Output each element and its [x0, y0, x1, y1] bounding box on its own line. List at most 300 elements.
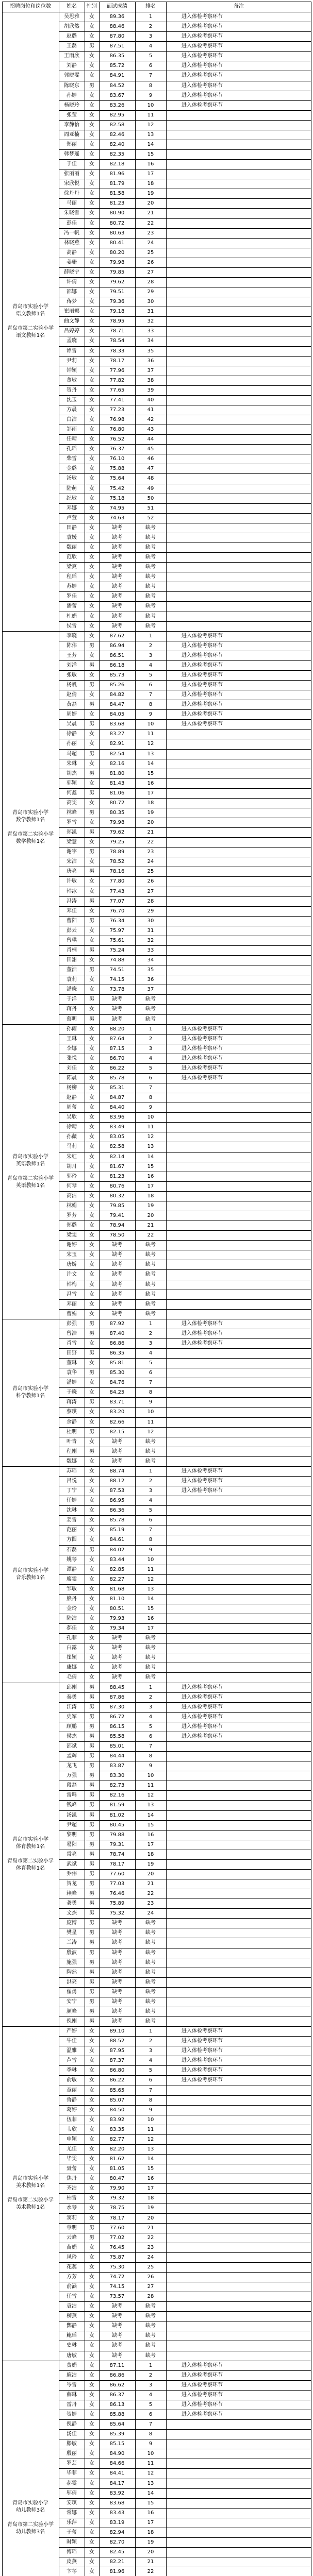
candidate-rank: 缺考	[145, 1016, 156, 1022]
candidate-name: 高雯	[67, 800, 77, 806]
candidate-rank: 缺考	[145, 1665, 156, 1671]
row-divider	[59, 1397, 311, 1398]
interview-score: 77.80	[109, 878, 125, 885]
candidate-remark	[166, 307, 311, 316]
candidate-remark	[166, 366, 311, 376]
candidate-name: 韩梅	[67, 1281, 77, 1287]
interview-score: 缺考	[112, 1989, 122, 1995]
interview-score: 82.58	[109, 1144, 125, 1150]
row-divider	[59, 729, 311, 730]
candidate-gender: 男	[89, 2225, 94, 2231]
candidate-name: 乔伟	[67, 1871, 77, 1877]
candidate-rank: 32	[147, 318, 154, 325]
interview-score: 84.87	[109, 1095, 125, 1101]
candidate-rank: 10	[147, 2116, 154, 2123]
interview-score: 缺考	[112, 1920, 122, 1926]
candidate-name: 邓丽	[67, 1301, 77, 1307]
candidate-rank: 27	[147, 269, 154, 275]
candidate-remark: 进入体检考察环节	[182, 102, 223, 108]
candidate-gender: 男	[89, 682, 94, 688]
row-divider	[59, 1387, 311, 1388]
candidate-gender: 女	[89, 63, 94, 69]
candidate-remark	[166, 1565, 311, 1574]
interview-score: 80.45	[109, 1822, 125, 1828]
candidate-rank: 23	[147, 230, 154, 236]
interview-score: 82.91	[109, 741, 125, 747]
candidate-name: 许敏	[67, 878, 77, 885]
position-label-line	[7, 1851, 54, 1858]
candidate-rank: 28	[147, 898, 154, 904]
candidate-rank: 17	[147, 1625, 154, 1632]
interview-score: 82.21	[109, 2559, 125, 2565]
candidate-rank: 10	[147, 721, 154, 727]
candidate-remark: 进入体检考察环节	[182, 721, 223, 727]
candidate-remark	[166, 238, 311, 248]
candidate-gender: 女	[89, 2303, 94, 2310]
candidate-remark	[166, 140, 311, 149]
candidate-rank: 20	[147, 1213, 154, 1218]
candidate-gender: 女	[89, 1458, 94, 1464]
candidate-name: 吴欣	[67, 1114, 77, 1121]
candidate-name: 殷丽	[67, 2451, 77, 2457]
candidate-name: 于蕾	[67, 2529, 77, 2535]
interview-score: 79.32	[109, 2195, 125, 2201]
row-divider	[59, 2537, 311, 2538]
candidate-gender: 女	[89, 377, 94, 383]
candidate-gender: 女	[89, 102, 94, 108]
position-group-label	[2, 2026, 59, 2361]
interview-score: 78.17	[109, 2215, 125, 2221]
candidate-rank: 18	[147, 181, 154, 187]
candidate-rank: 1	[149, 14, 153, 20]
candidate-name: 俞涵	[67, 2284, 77, 2290]
candidate-rank: 6	[149, 63, 153, 69]
candidate-gender: 男	[89, 770, 94, 776]
candidate-rank: 35	[147, 967, 154, 973]
row-divider	[2, 2026, 311, 2027]
row-divider	[59, 2262, 311, 2263]
candidate-gender: 女	[89, 2136, 94, 2142]
candidate-remark	[166, 1653, 311, 1663]
candidate-remark	[166, 2547, 311, 2557]
candidate-rank: 1	[149, 1320, 153, 1327]
candidate-name: 彭强	[67, 1320, 77, 1327]
candidate-remark	[166, 1407, 311, 1417]
candidate-rank: 5	[149, 1507, 153, 1514]
candidate-rank: 缺考	[145, 2352, 156, 2359]
candidate-rank: 1	[149, 1468, 153, 1474]
candidate-gender: 女	[89, 1596, 94, 1602]
candidate-gender: 女	[89, 1183, 94, 1189]
candidate-rank: 51	[147, 505, 154, 511]
candidate-rank: 15	[147, 151, 154, 158]
candidate-rank: 3	[149, 2382, 153, 2388]
candidate-gender: 男	[89, 1743, 94, 1749]
interview-score: 缺考	[112, 564, 122, 570]
candidate-gender: 男	[89, 1802, 94, 1808]
row-divider	[59, 1122, 311, 1123]
candidate-remark	[166, 1221, 311, 1230]
candidate-rank: 16	[147, 161, 154, 167]
candidate-gender: 女	[89, 1360, 94, 1366]
row-divider	[59, 1456, 311, 1457]
candidate-name: 郭颖	[67, 780, 77, 786]
candidate-remark	[166, 1014, 311, 1024]
candidate-rank: 3	[149, 1045, 153, 1052]
interview-score: 缺考	[112, 2313, 122, 2319]
candidate-name: 韩冰	[67, 888, 77, 894]
interview-score: 82.20	[109, 2146, 125, 2152]
candidate-gender: 女	[89, 131, 94, 138]
candidate-gender: 女	[89, 1389, 94, 1396]
interview-score: 87.30	[109, 1704, 125, 1710]
candidate-name: 雷丹	[67, 2401, 77, 2408]
candidate-rank: 缺考	[145, 1448, 156, 1454]
row-divider	[59, 208, 311, 209]
candidate-remark	[166, 2154, 311, 2164]
candidate-rank: 27	[147, 888, 154, 894]
candidate-rank: 7	[149, 2421, 153, 2428]
candidate-name: 沈琳	[67, 1507, 77, 1514]
candidate-name: 薛琳	[67, 2392, 77, 2398]
candidate-remark	[166, 1378, 311, 1387]
candidate-remark: 进入体检考察环节	[182, 2028, 223, 2035]
candidate-remark	[166, 857, 311, 867]
candidate-name: 程瑶	[67, 574, 77, 580]
candidate-remark	[166, 297, 311, 307]
candidate-remark	[166, 2213, 311, 2223]
candidate-remark	[166, 818, 311, 827]
candidate-name: 黎明	[67, 1832, 77, 1838]
interview-score: 85.15	[109, 2441, 125, 2447]
candidate-gender: 女	[89, 1281, 94, 1287]
candidate-gender: 女	[89, 485, 94, 492]
candidate-rank: 6	[149, 682, 153, 688]
row-divider	[59, 503, 311, 504]
position-label-line: 体育教师1名	[15, 1866, 45, 1872]
interview-score: 75.42	[109, 485, 125, 492]
candidate-gender: 女	[89, 397, 94, 403]
candidate-name: 翟勇	[67, 1989, 77, 1995]
candidate-remark	[166, 336, 311, 346]
interview-score: 87.53	[109, 1488, 125, 1494]
candidate-gender: 女	[89, 2431, 94, 2437]
candidate-gender: 女	[89, 2461, 94, 2467]
candidate-gender: 女	[89, 1213, 94, 1218]
candidate-name: 孔瑶	[67, 446, 77, 452]
candidate-rank: 19	[147, 2539, 154, 2545]
candidate-name: 葛婷	[67, 2107, 77, 2113]
candidate-remark	[166, 1663, 311, 1672]
row-divider	[2, 1466, 311, 1467]
candidate-rank: 缺考	[145, 2008, 156, 2014]
candidate-name: 张敏	[67, 672, 77, 678]
candidate-gender: 男	[89, 1714, 94, 1720]
candidate-gender: 女	[89, 1163, 94, 1170]
candidate-remark	[166, 965, 311, 975]
candidate-remark	[166, 1122, 311, 1132]
candidate-remark	[166, 837, 311, 847]
interview-score: 76.70	[109, 908, 125, 914]
row-divider	[59, 788, 311, 789]
candidate-remark	[166, 729, 311, 739]
interview-score: 缺考	[112, 1979, 122, 1985]
candidate-remark	[166, 1800, 311, 1810]
candidate-rank: 31	[147, 309, 154, 315]
candidate-rank: 16	[147, 2510, 154, 2516]
candidate-name: 焦丹	[67, 2176, 77, 2182]
candidate-remark	[166, 1859, 311, 1869]
candidate-gender: 男	[89, 1891, 94, 1897]
candidate-name: 张丽丽	[64, 171, 79, 177]
row-divider	[59, 2429, 311, 2430]
candidate-gender: 男	[89, 809, 94, 816]
interview-score: 88.46	[109, 24, 125, 30]
candidate-name: 于晓	[67, 1389, 77, 1396]
candidate-remark	[166, 1250, 311, 1260]
candidate-remark	[166, 2508, 311, 2518]
candidate-name: 白洁	[67, 417, 77, 423]
candidate-remark	[166, 2518, 311, 2528]
candidate-remark	[166, 1672, 311, 1682]
candidate-name: 周蕾	[67, 1105, 77, 1111]
candidate-gender: 女	[89, 2067, 94, 2074]
candidate-name: 段磊	[67, 1783, 77, 1789]
candidate-rank: 8	[149, 1537, 153, 1543]
candidate-remark	[166, 1181, 311, 1191]
candidate-gender: 女	[89, 2294, 94, 2300]
candidate-gender: 女	[89, 249, 94, 256]
row-divider	[59, 1741, 311, 1742]
candidate-name: 曾琪	[67, 937, 77, 943]
candidate-name: 杜明	[67, 1429, 77, 1435]
candidate-gender: 女	[89, 1105, 94, 1111]
candidate-gender: 男	[89, 947, 94, 953]
candidate-rank: 缺考	[145, 623, 156, 629]
row-divider	[59, 198, 311, 199]
candidate-name: 兰涛	[67, 1940, 77, 1946]
candidate-rank: 4	[149, 2392, 153, 2398]
row-divider	[59, 1810, 311, 1811]
row-divider	[59, 2105, 311, 2106]
candidate-rank: 4	[149, 43, 153, 49]
candidate-rank: 3	[149, 2048, 153, 2054]
candidate-remark	[166, 1240, 311, 1250]
candidate-name: 芦雪	[67, 2058, 77, 2064]
candidate-remark: 进入体检考察环节	[182, 2058, 223, 2064]
candidate-rank: 2	[149, 24, 153, 30]
candidate-gender: 男	[89, 1704, 94, 1710]
candidate-gender: 女	[89, 574, 94, 580]
candidate-rank: 10	[147, 2451, 154, 2457]
candidate-name: 曾浩	[67, 1330, 77, 1336]
interview-score: 77.03	[109, 1881, 125, 1887]
candidate-gender: 男	[89, 1448, 94, 1454]
column-divider	[166, 2, 167, 2576]
row-divider	[59, 1987, 311, 1988]
candidate-remark	[166, 562, 311, 572]
candidate-name: 申颖	[67, 2136, 77, 2142]
candidate-remark	[166, 2537, 311, 2547]
row-divider	[59, 1623, 311, 1624]
candidate-remark	[166, 1879, 311, 1889]
interview-score: 85.30	[109, 1370, 125, 1376]
interview-score: 缺考	[112, 1969, 122, 1975]
candidate-name: 雷鸣	[67, 1792, 77, 1799]
candidate-name: 郑丽	[67, 141, 77, 147]
row-divider	[59, 1977, 311, 1978]
candidate-gender: 女	[89, 2421, 94, 2428]
candidate-remark: 进入体检考察环节	[182, 2362, 223, 2368]
interview-score: 82.45	[109, 2549, 125, 2555]
candidate-remark: 进入体检考察环节	[182, 2048, 223, 2054]
candidate-gender: 女	[89, 259, 94, 265]
row-divider	[59, 955, 311, 956]
candidate-remark	[166, 1810, 311, 1820]
interview-score: 83.30	[109, 1773, 125, 1779]
candidate-name: 陆洁	[67, 1616, 77, 1622]
candidate-rank: 缺考	[145, 1242, 156, 1248]
candidate-name: 姚琴	[67, 1556, 77, 1563]
candidate-remark	[166, 985, 311, 994]
candidate-rank: 8	[149, 1753, 153, 1759]
candidate-remark	[166, 1604, 311, 1614]
candidate-name: 任雪	[67, 2294, 77, 2300]
candidate-rank: 19	[147, 2205, 154, 2211]
candidate-gender: 女	[89, 1605, 94, 1612]
interview-score: 76.37	[109, 446, 125, 452]
row-divider	[59, 316, 311, 317]
interview-score: 77.23	[109, 406, 125, 413]
candidate-remark	[166, 1004, 311, 1014]
candidate-gender: 男	[89, 1969, 94, 1975]
candidate-gender: 女	[89, 2519, 94, 2526]
candidate-remark	[166, 827, 311, 837]
candidate-rank: 6	[149, 1517, 153, 1523]
candidate-rank: 11	[147, 112, 154, 118]
candidate-gender: 男	[89, 702, 94, 708]
candidate-name: 章丽	[67, 2087, 77, 2093]
interview-score: 缺考	[112, 2352, 122, 2359]
candidate-name: 杨帆	[67, 682, 77, 688]
interview-score: 缺考	[112, 1252, 122, 1258]
candidate-rank: 缺考	[145, 613, 156, 619]
candidate-name: 梁雯	[67, 1232, 77, 1239]
candidate-gender: 女	[89, 937, 94, 943]
candidate-name: 方圆	[67, 1537, 77, 1543]
header-name: 姓名	[67, 4, 77, 9]
row-divider	[59, 1240, 311, 1241]
candidate-gender: 女	[89, 456, 94, 462]
interview-score: 85.07	[109, 2097, 125, 2103]
candidate-gender: 女	[89, 2451, 94, 2457]
interview-score: 85.01	[109, 1743, 125, 1749]
candidate-remark	[166, 2459, 311, 2468]
position-group-label	[2, 1683, 59, 2027]
candidate-name: 邱刚	[67, 1684, 77, 1690]
candidate-remark	[166, 2007, 311, 2016]
candidate-rank: 21	[147, 2225, 154, 2231]
candidate-rank: 6	[149, 1733, 153, 1739]
candidate-rank: 14	[147, 1812, 154, 1818]
candidate-name: 董浩	[67, 967, 77, 973]
candidate-remark	[166, 1938, 311, 1947]
candidate-remark	[166, 2439, 311, 2449]
candidate-gender: 男	[89, 1753, 94, 1759]
row-divider	[59, 395, 311, 396]
candidate-name: 胡欣然	[64, 24, 79, 30]
candidate-remark	[166, 248, 311, 258]
candidate-rank: 18	[147, 1851, 154, 1857]
candidate-remark	[166, 1850, 311, 1859]
candidate-name: 韩梦瑶	[64, 151, 79, 158]
candidate-name: 田甜	[67, 957, 77, 963]
candidate-gender: 女	[89, 1556, 94, 1563]
candidate-gender: 女	[89, 2313, 94, 2319]
candidate-name: 崔丽娜	[64, 309, 79, 315]
candidate-name: 陶然	[67, 1969, 77, 1975]
interview-score: 84.66	[109, 2461, 125, 2467]
candidate-gender: 女	[89, 2372, 94, 2378]
candidate-remark: 进入体检考察环节	[182, 33, 223, 40]
candidate-name: 花蕊	[67, 2264, 77, 2270]
candidate-rank: 4	[149, 1350, 153, 1357]
candidate-remark	[166, 395, 311, 405]
candidate-gender: 女	[89, 1468, 94, 1474]
candidate-gender: 女	[89, 1154, 94, 1160]
candidate-rank: 3	[149, 1704, 153, 1710]
candidate-name: 胡杰	[67, 770, 77, 776]
candidate-name: 温雅	[67, 2048, 77, 2054]
candidate-gender: 女	[89, 731, 94, 737]
candidate-gender: 女	[89, 338, 94, 344]
candidate-gender: 女	[89, 927, 94, 934]
candidate-remark	[166, 494, 311, 503]
candidate-rank: 7	[149, 1527, 153, 1533]
interview-score: 82.18	[109, 161, 125, 167]
candidate-remark	[166, 896, 311, 906]
candidate-rank: 31	[147, 927, 154, 934]
candidate-remark	[166, 2331, 311, 2341]
candidate-name: 蒋涛	[67, 1399, 77, 1405]
interview-score: 83.49	[109, 1124, 125, 1130]
candidate-rank: 2	[149, 1478, 153, 1484]
candidate-remark	[166, 2282, 311, 2292]
candidate-remark	[166, 1623, 311, 1633]
candidate-rank: 33	[147, 947, 154, 953]
position-label-line: 语文教师1名	[15, 332, 45, 338]
candidate-rank: 29	[147, 289, 154, 295]
candidate-gender: 女	[89, 24, 94, 30]
candidate-rank: 19	[147, 809, 154, 816]
interview-score: 81.62	[109, 2156, 125, 2162]
candidate-name: 许倩	[67, 279, 77, 285]
interview-score: 缺考	[112, 603, 122, 609]
candidate-gender: 女	[89, 367, 94, 374]
candidate-rank: 11	[147, 2126, 154, 2132]
row-divider	[59, 356, 311, 357]
interview-score: 86.95	[109, 1498, 125, 1504]
candidate-remark	[166, 2429, 311, 2439]
interview-score: 86.35	[109, 1350, 125, 1357]
candidate-gender: 女	[89, 2441, 94, 2447]
candidate-name: 程刚	[67, 1448, 77, 1454]
candidate-rank: 14	[147, 1154, 154, 1160]
candidate-gender: 女	[89, 1006, 94, 1012]
candidate-name: 孟晓	[67, 338, 77, 344]
interview-score: 82.70	[109, 2539, 125, 2545]
candidate-remark	[166, 1830, 311, 1840]
